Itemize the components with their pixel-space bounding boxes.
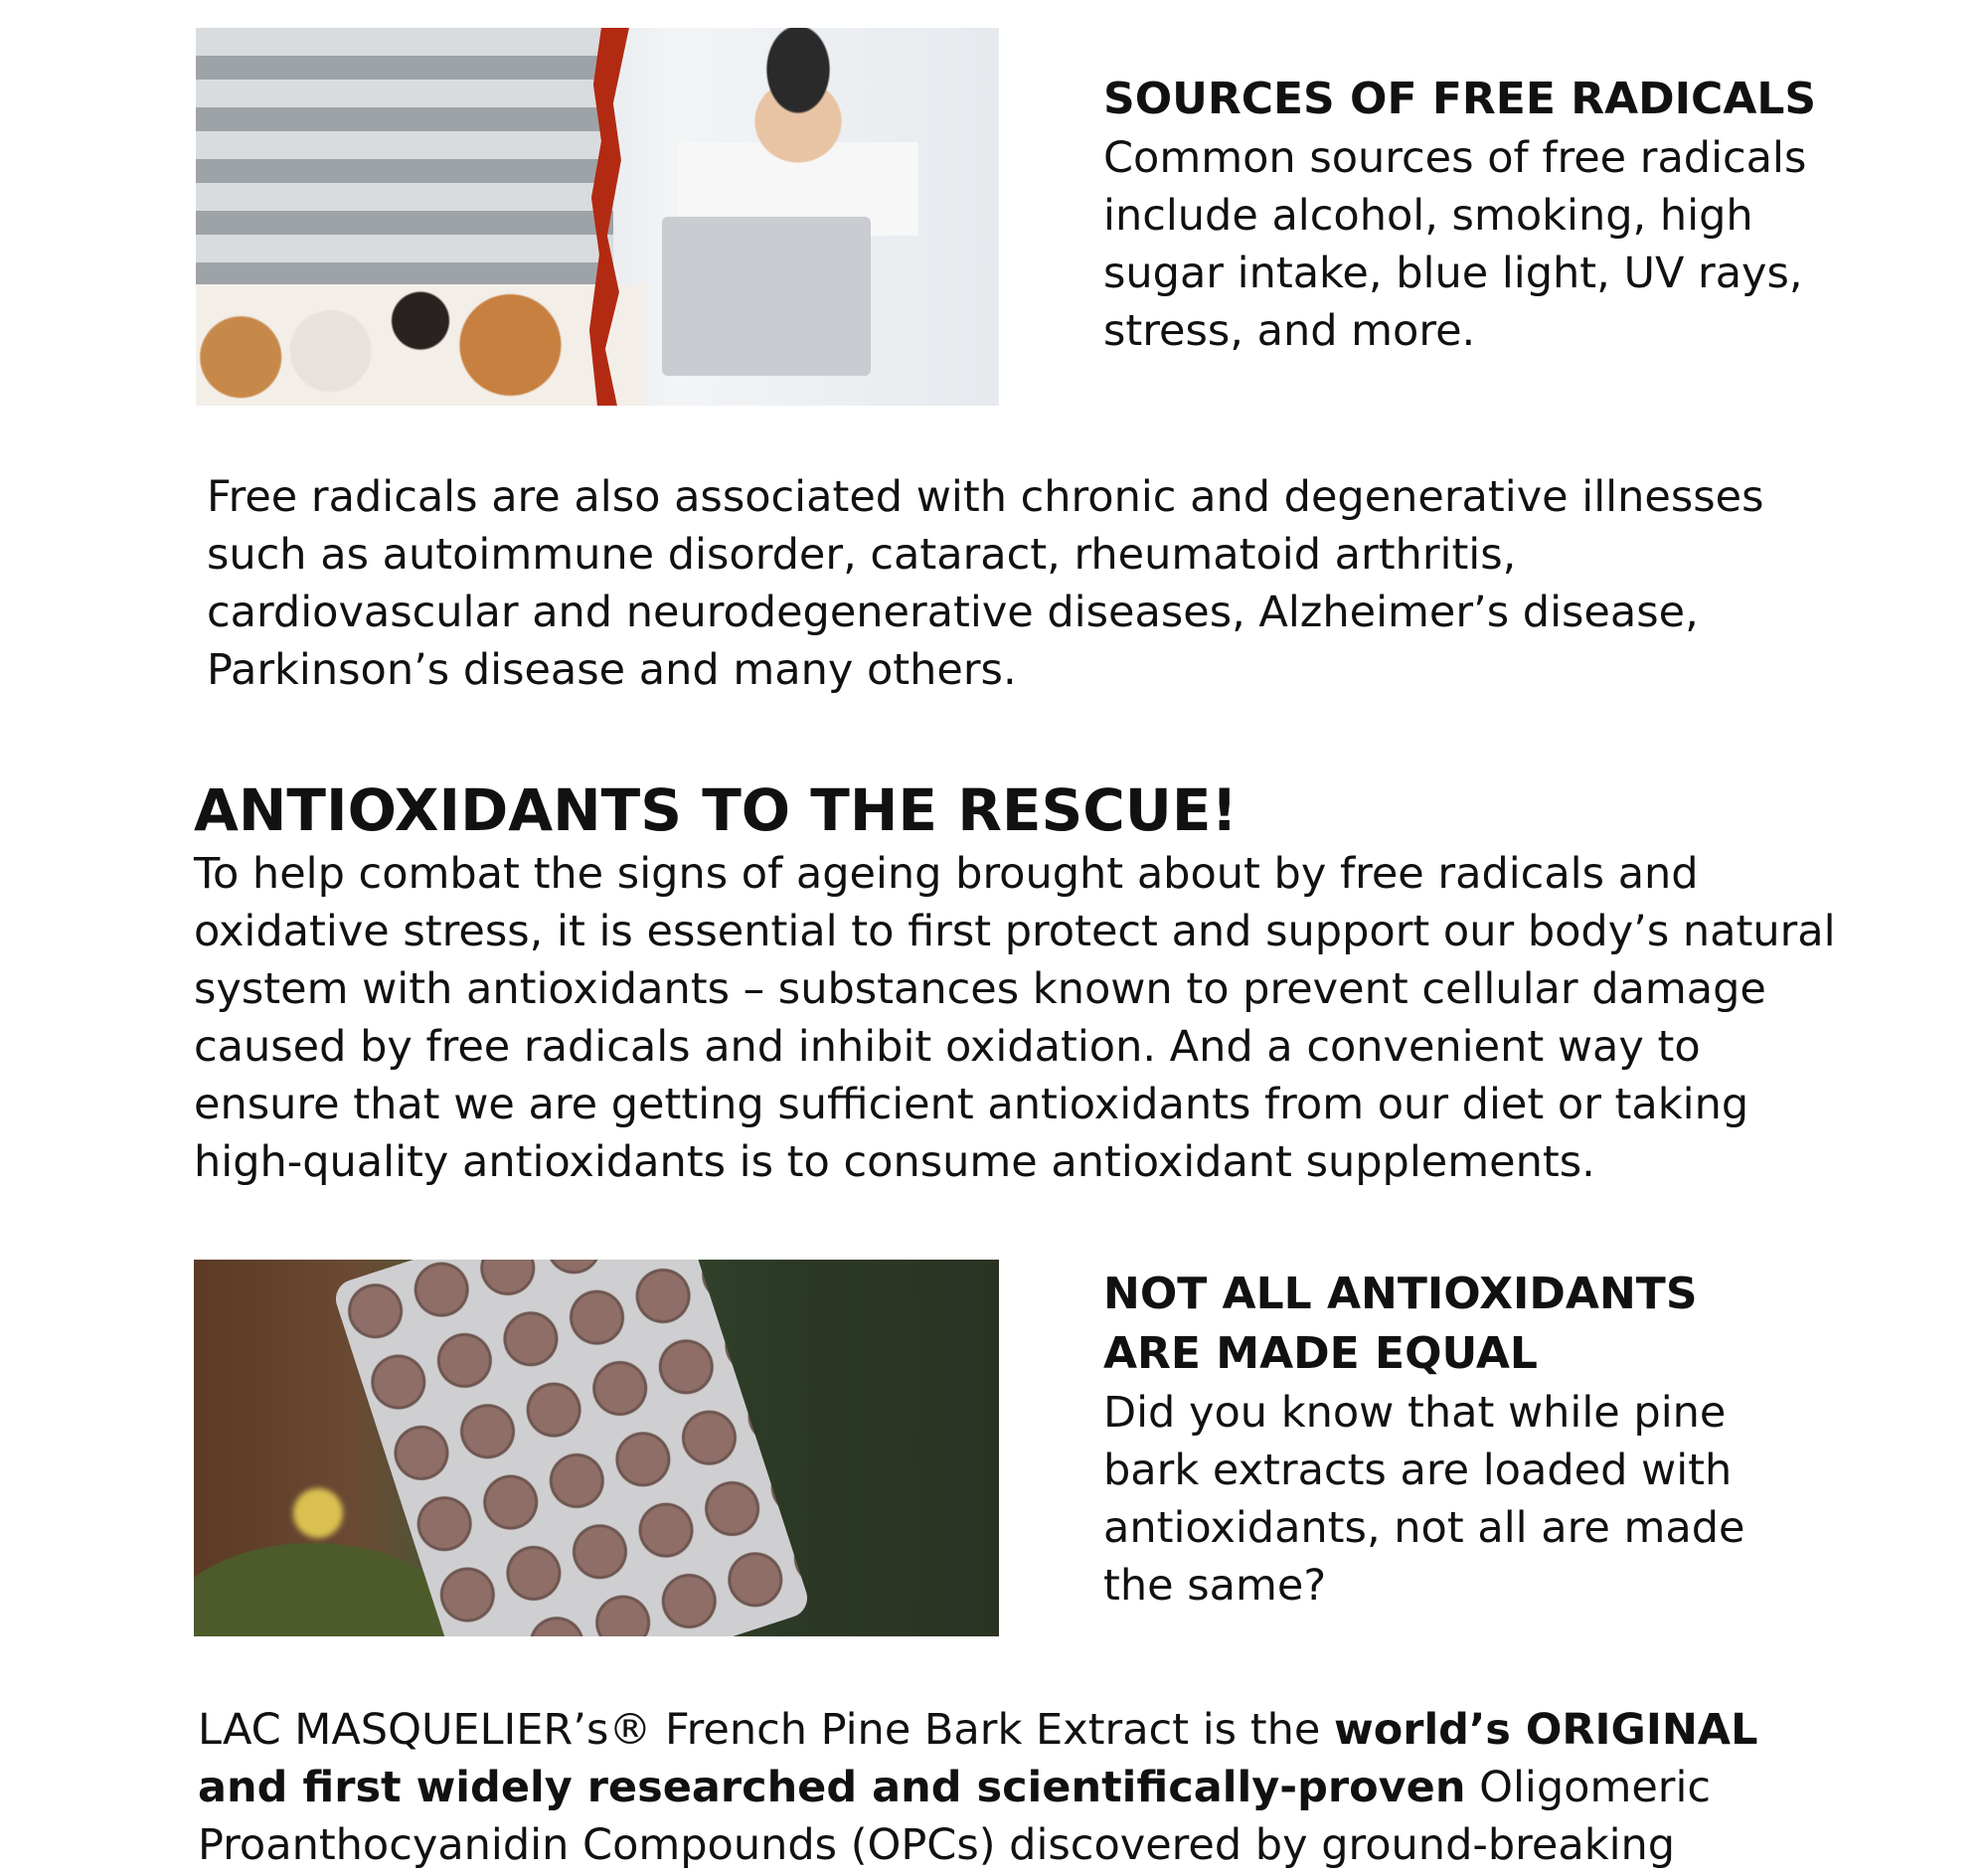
lac-masquelier-paragraph xyxy=(198,1701,1828,1874)
section-heading: ANTIOXIDANTS TO THE RESCUE! xyxy=(194,776,1238,844)
section-text: To help combat the signs of ageing brought about by free radicals and oxidative stress, it is essential to first protect and support our body’s natural system with antioxidants – substances known to prevent cellular damage caused by free radicals and inhibit oxidation. And a convenient way to ensure that we are getting sufficient antioxidants from our diet or taking high-quality antioxidants is to consume antioxidant supplements. xyxy=(194,849,1836,1187)
junk-food-and-stressed-worker-image xyxy=(196,28,999,406)
section-heading: SOURCES OF FREE RADICALS xyxy=(1103,74,1817,124)
pine-bark-tablets-image xyxy=(194,1260,999,1636)
section-heading: NOT ALL ANTIOXIDANTS ARE MADE EQUAL xyxy=(1103,1269,1698,1379)
bold-highlight: world’s ORIGINAL and first widely researched and scientifically-proven xyxy=(198,1705,1758,1812)
sources-section xyxy=(1103,70,1859,360)
text-part: LAC MASQUELIER’s® French Pine Bark Extract is the xyxy=(198,1705,1334,1755)
illnesses-paragraph: Free radicals are also associated with chronic and degenerative illnesses such as autoimmune disorder, cataract, rheumatoid arthritis, cardiovascular and neurodegenerative diseases, Alzheimer’s disease, Parkinson’s disease and many others. xyxy=(207,472,1764,695)
text-part: Oligomeric Proanthocyanidin Compounds (OPCs) discovered by ground-breaking xyxy=(198,1763,1712,1870)
section-text: Common sources of free radicals include alcohol, smoking, high sugar intake, blue light, UV rays, stress, and more. xyxy=(1103,133,1807,356)
section-text: Did you know that while pine bark extracts are loaded with antioxidants, not all are made the same? xyxy=(1103,1388,1745,1611)
antioxidants-section xyxy=(194,775,1844,1191)
not-all-antioxidants-section xyxy=(1103,1265,1799,1615)
